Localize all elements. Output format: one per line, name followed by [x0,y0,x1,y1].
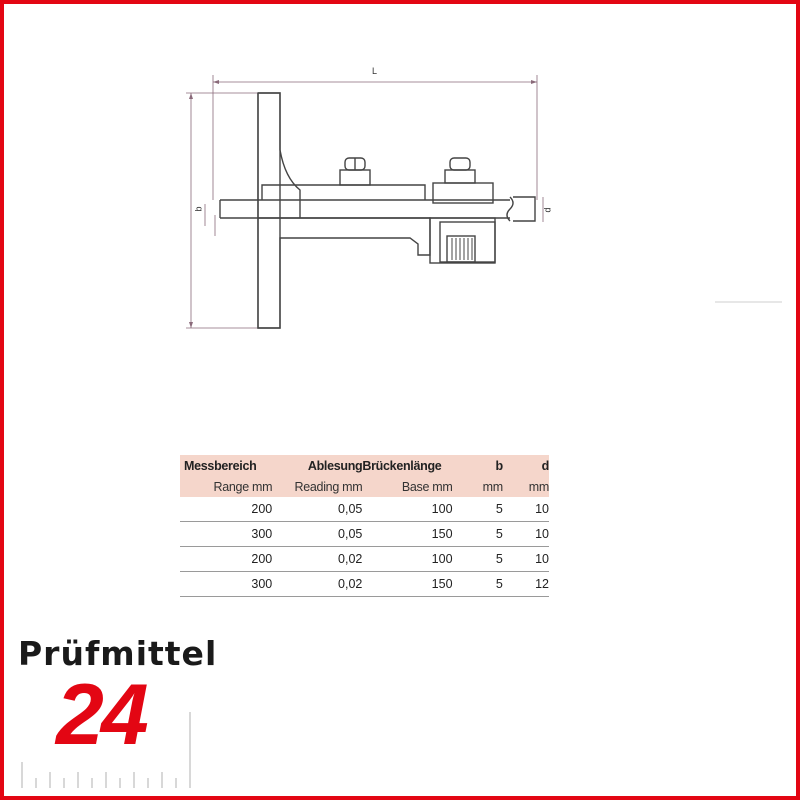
subheader-d-unit: mm [528,479,549,494]
cell-range: 200 [180,547,272,572]
brand-word: Prüfmittel [18,634,218,673]
header-messbereich: Messbereich [184,458,257,473]
cell-range: 300 [180,572,272,597]
table-row [180,547,549,572]
cell-reading: 0,02 [272,572,362,597]
cell-reading: 0,05 [272,497,362,522]
cell-d: 10 [503,522,549,547]
subheader-range: Range mm [213,479,273,494]
table-row [180,497,549,522]
subheader-reading: Reading mm [294,479,363,494]
cell-base: 100 [362,547,452,572]
header-ablesung: Ablesung [307,458,363,473]
header-brueckenlaenge: Brückenlänge [362,458,442,473]
cell-d: 12 [503,572,549,597]
brand-number: 24 [56,667,146,763]
cell-b: 5 [453,572,503,597]
table-header-row [180,455,549,476]
cell-b: 5 [453,497,503,522]
cell-base: 100 [362,497,452,522]
subheader-base: Base mm [401,479,453,494]
cell-b: 5 [453,522,503,547]
table-subheader-row [180,476,549,497]
subheader-b-unit: mm [482,479,503,494]
cell-b: 5 [453,547,503,572]
base-thickness-label: b [193,206,204,212]
header-b: b [495,458,503,473]
header-d: d [541,458,549,473]
spec-table [180,455,549,597]
cell-range: 200 [180,497,272,522]
depth-rod-label: d [542,207,553,213]
cell-reading: 0,02 [272,547,362,572]
cell-range: 300 [180,522,272,547]
cell-base: 150 [362,572,452,597]
cell-reading: 0,05 [272,522,362,547]
table-row [180,522,549,547]
cell-d: 10 [503,547,549,572]
cell-base: 150 [362,522,452,547]
length-label: L [372,66,378,76]
cell-d: 10 [503,497,549,522]
table-row [180,572,549,597]
